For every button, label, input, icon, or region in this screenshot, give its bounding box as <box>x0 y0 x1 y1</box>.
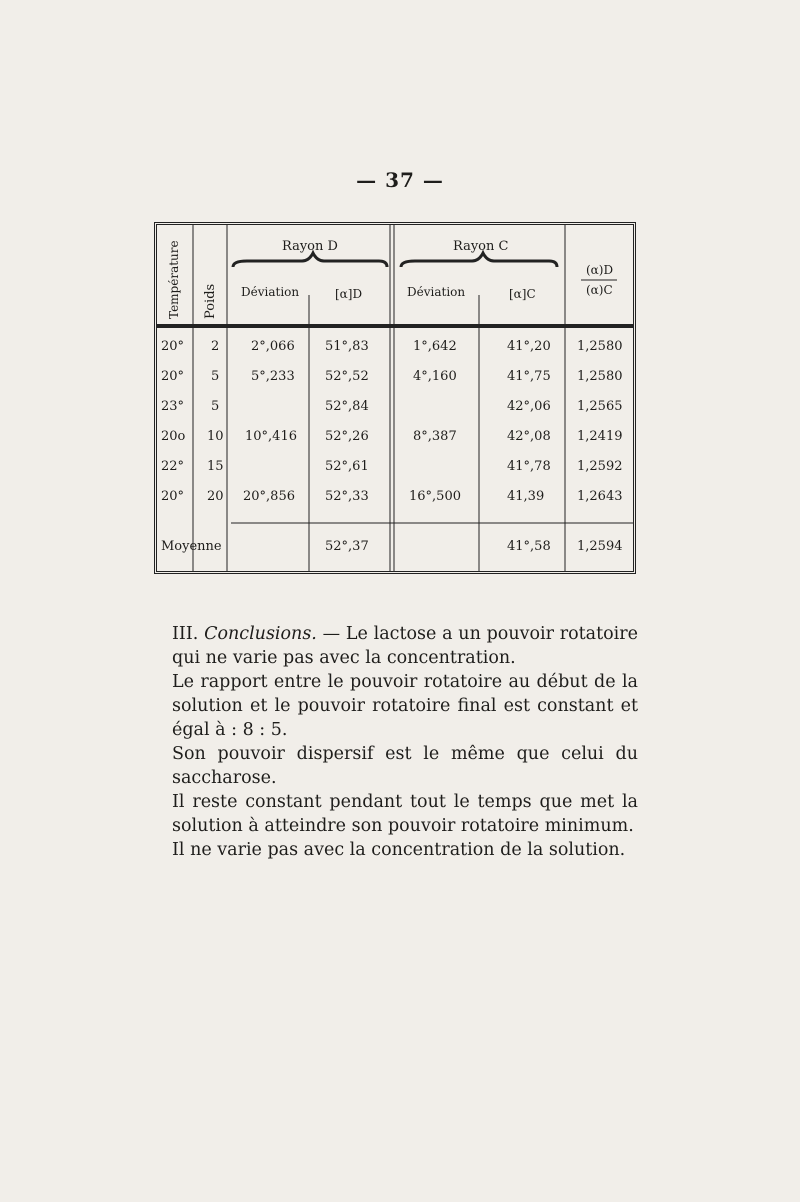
cell-alpha-d: 52°,52 <box>325 369 369 384</box>
cell-temperature: 20° <box>161 369 185 384</box>
cell-deviation-c: 16°,500 <box>409 489 461 504</box>
cell-deviation-d: 10°,416 <box>245 429 297 444</box>
cell-alpha-d: 52°,84 <box>325 399 369 414</box>
section-title: Conclusions. <box>204 624 317 644</box>
header-ratio-numerator: (α)D <box>586 263 614 277</box>
cell-alpha-c: 41°,75 <box>507 369 551 384</box>
cell-alpha-c: 42°,06 <box>507 399 551 414</box>
cell-temperature: 20° <box>161 339 185 354</box>
table-grid-lines <box>157 225 633 571</box>
cell-moyenne-alpha-d: 52°,37 <box>325 539 369 554</box>
cell-poids: 2 <box>211 339 220 354</box>
cell-temperature: 23° <box>161 399 185 414</box>
header-alpha-d: [α]D <box>335 287 363 301</box>
cell-deviation-c: 1°,642 <box>413 339 457 354</box>
header-temperature: Température <box>167 240 181 319</box>
cell-ratio: 1,2580 <box>577 369 623 384</box>
cell-deviation-c: 4°,160 <box>413 369 457 384</box>
body-text <box>172 622 638 862</box>
cell-moyenne-alpha-c: 41°,58 <box>507 539 551 554</box>
cell-alpha-c: 41°,20 <box>507 339 551 354</box>
header-rayon-c: Rayon C <box>453 239 509 254</box>
cell-poids: 15 <box>207 459 224 474</box>
cell-alpha-d: 52°,26 <box>325 429 369 444</box>
cell-moyenne-ratio: 1,2594 <box>577 539 623 554</box>
paragraph: Il ne varie pas avec la concentration de la solution. <box>172 840 626 860</box>
cell-alpha-d: 51°,83 <box>325 339 369 354</box>
header-rayon-d: Rayon D <box>282 239 338 254</box>
cell-poids: 5 <box>211 399 220 414</box>
cell-alpha-d: 52°,61 <box>325 459 369 474</box>
cell-temperature: 22° <box>161 459 185 474</box>
cell-deviation-d: 20°,856 <box>243 489 295 504</box>
section-number: III. <box>172 624 199 644</box>
header-alpha-c: [α]C <box>509 287 536 301</box>
header-deviation-d: Déviation <box>241 285 300 299</box>
paragraph-conclusions <box>172 622 638 670</box>
cell-ratio: 1,2419 <box>577 429 623 444</box>
cell-poids: 5 <box>211 369 220 384</box>
cell-poids: 10 <box>207 429 224 444</box>
paragraph: Le rapport entre le pouvoir rotatoire au début de la solution et le pouvoir rotatoire final est constant et égal à : 8 : 5. <box>172 672 638 740</box>
header-ratio-denominator: (α)C <box>586 283 613 297</box>
paragraph: Il reste constant pendant tout le temps que met la solution à atteindre son pouvoir rotatoire minimum. <box>172 792 638 836</box>
cell-deviation-c: 8°,387 <box>413 429 457 444</box>
cell-deviation-d: 2°,066 <box>251 339 295 354</box>
page-number: — 37 — <box>356 168 444 192</box>
cell-alpha-c: 42°,08 <box>507 429 551 444</box>
header-poids: Poids <box>203 283 218 319</box>
cell-ratio: 1,2643 <box>577 489 623 504</box>
cell-temperature: 20o <box>161 429 186 444</box>
cell-ratio: 1,2592 <box>577 459 623 474</box>
paragraph-text: — Le lactose a un pouvoir rotatoire qui ne varie pas avec la concentration. <box>172 624 638 668</box>
cell-deviation-d: 5°,233 <box>251 369 295 384</box>
cell-alpha-d: 52°,33 <box>325 489 369 504</box>
cell-temperature: 20° <box>161 489 185 504</box>
cell-ratio: 1,2565 <box>577 399 623 414</box>
cell-alpha-c: 41,39 <box>507 489 545 504</box>
cell-moyenne-label: Moyenne <box>161 539 222 554</box>
header-deviation-c: Déviation <box>407 285 466 299</box>
data-table <box>154 222 636 574</box>
paragraph: Son pouvoir dispersif est le même que celui du saccharose. <box>172 744 638 788</box>
cell-ratio: 1,2580 <box>577 339 623 354</box>
cell-alpha-c: 41°,78 <box>507 459 551 474</box>
cell-poids: 20 <box>207 489 224 504</box>
